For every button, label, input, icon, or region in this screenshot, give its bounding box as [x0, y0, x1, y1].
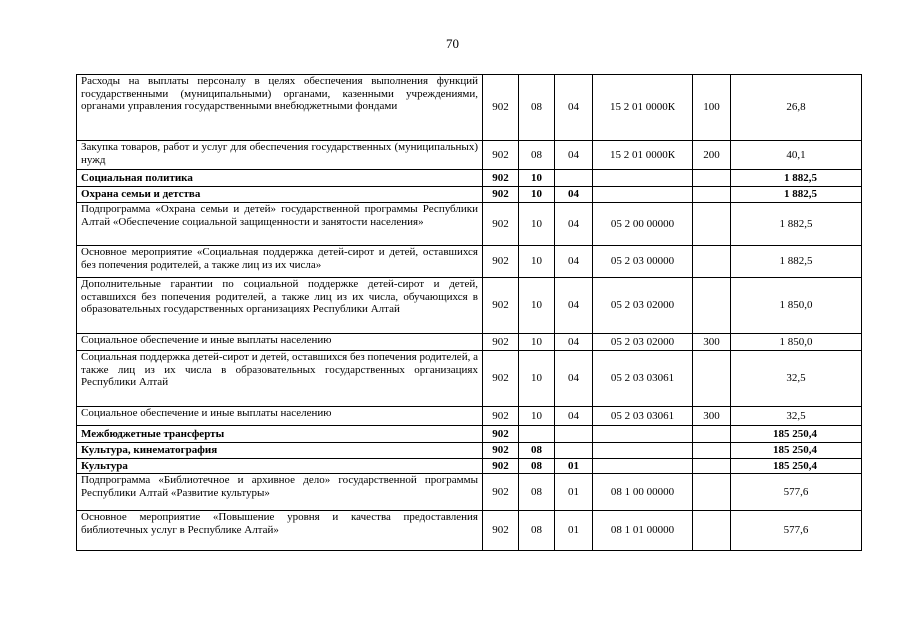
section-code-cell: 08: [519, 511, 555, 551]
expense-type-code-cell: 300: [693, 407, 731, 426]
page-number: 70: [446, 36, 459, 51]
section-code-cell: 10: [519, 334, 555, 351]
subsection-code-cell: 04: [555, 351, 593, 407]
grbs-code-cell: 902: [483, 141, 519, 170]
grbs-code-cell: 902: [483, 474, 519, 511]
row-name-cell: Охрана семьи и детства: [77, 187, 483, 203]
table-row: [77, 459, 862, 474]
amount-cell: 1 882,5: [731, 170, 862, 187]
section-code-cell: 10: [519, 407, 555, 426]
section-code-cell: 10: [519, 246, 555, 278]
amount-cell: 32,5: [731, 351, 862, 407]
target-article-code-cell: [593, 187, 693, 203]
target-article-code-cell: 05 2 03 02000: [593, 278, 693, 334]
target-article-code-cell: 05 2 03 03061: [593, 351, 693, 407]
subsection-code-cell: [555, 443, 593, 459]
grbs-code-cell: 902: [483, 459, 519, 474]
target-article-code-cell: 15 2 01 0000К: [593, 141, 693, 170]
section-code-cell: 08: [519, 474, 555, 511]
target-article-code-cell: 05 2 00 00000: [593, 203, 693, 246]
amount-cell: 1 882,5: [731, 246, 862, 278]
subsection-code-cell: [555, 426, 593, 443]
table-row: [77, 187, 862, 203]
table-row: [77, 351, 862, 407]
subsection-code-cell: 01: [555, 459, 593, 474]
section-code-cell: 08: [519, 443, 555, 459]
expense-type-code-cell: [693, 443, 731, 459]
expense-type-code-cell: [693, 278, 731, 334]
target-article-code-cell: 08 1 00 00000: [593, 474, 693, 511]
table-row: [77, 203, 862, 246]
subsection-code-cell: 04: [555, 187, 593, 203]
row-name-cell: Дополнительные гарантии по социальной поддержке детей-сирот и детей, оставшихся без попечения родителей, а также лиц из их числа, обучающихся в образовательных государственных организациях Республики Алтай: [77, 278, 483, 334]
section-code-cell: 10: [519, 203, 555, 246]
target-article-code-cell: [593, 426, 693, 443]
section-code-cell: 08: [519, 141, 555, 170]
table-row: [77, 246, 862, 278]
row-name-cell: Основное мероприятие «Повышение уровня и качества предоставления библиотечных услуг в Республике Алтай»: [77, 511, 483, 551]
row-name-cell: Социальное обеспечение и иные выплаты населению: [77, 334, 483, 351]
grbs-code-cell: 902: [483, 187, 519, 203]
row-name-cell: Закупка товаров, работ и услуг для обеспечения государственных (муниципальных) нужд: [77, 141, 483, 170]
row-name-cell: Подпрограмма «Библиотечное и архивное дело» государственной программы Республики Алтай «Развитие культуры»: [77, 474, 483, 511]
section-code-cell: 10: [519, 170, 555, 187]
target-article-code-cell: 05 2 03 03061: [593, 407, 693, 426]
section-code-cell: 08: [519, 75, 555, 141]
grbs-code-cell: 902: [483, 426, 519, 443]
grbs-code-cell: 902: [483, 334, 519, 351]
table-row: [77, 443, 862, 459]
amount-cell: 185 250,4: [731, 443, 862, 459]
amount-cell: 26,8: [731, 75, 862, 141]
table-row: [77, 426, 862, 443]
table-row: [77, 334, 862, 351]
amount-cell: 32,5: [731, 407, 862, 426]
table-row: [77, 407, 862, 426]
expense-type-code-cell: [693, 459, 731, 474]
grbs-code-cell: 902: [483, 511, 519, 551]
table-row: [77, 511, 862, 551]
row-name-cell: Межбюджетные трансферты: [77, 426, 483, 443]
row-name-cell: Культура: [77, 459, 483, 474]
expense-type-code-cell: [693, 511, 731, 551]
table-row: [77, 170, 862, 187]
target-article-code-cell: [593, 443, 693, 459]
expense-type-code-cell: 100: [693, 75, 731, 141]
section-code-cell: 10: [519, 278, 555, 334]
grbs-code-cell: 902: [483, 246, 519, 278]
grbs-code-cell: 902: [483, 170, 519, 187]
expense-type-code-cell: 300: [693, 334, 731, 351]
amount-cell: 1 882,5: [731, 203, 862, 246]
amount-cell: 40,1: [731, 141, 862, 170]
row-name-cell: Культура, кинематография: [77, 443, 483, 459]
amount-cell: 577,6: [731, 474, 862, 511]
grbs-code-cell: 902: [483, 203, 519, 246]
row-name-cell: Расходы на выплаты персоналу в целях обеспечения выполнения функций государственными (муниципальными) органами, казенными учреждениями, органами управления государственными внебюджетными фондами: [77, 75, 483, 141]
expense-type-code-cell: [693, 246, 731, 278]
grbs-code-cell: 902: [483, 351, 519, 407]
grbs-code-cell: 902: [483, 443, 519, 459]
subsection-code-cell: 04: [555, 334, 593, 351]
row-name-cell: Социальное обеспечение и иные выплаты населению: [77, 407, 483, 426]
amount-cell: 1 882,5: [731, 187, 862, 203]
section-code-cell: 10: [519, 351, 555, 407]
grbs-code-cell: 902: [483, 278, 519, 334]
row-name-cell: Подпрограмма «Охрана семьи и детей» государственной программы Республики Алтай «Обеспечение социальной защищенности и занятости населения»: [77, 203, 483, 246]
target-article-code-cell: 15 2 01 0000К: [593, 75, 693, 141]
target-article-code-cell: [593, 170, 693, 187]
subsection-code-cell: 04: [555, 203, 593, 246]
table-row: [77, 141, 862, 170]
subsection-code-cell: 04: [555, 278, 593, 334]
target-article-code-cell: 05 2 03 00000: [593, 246, 693, 278]
amount-cell: 1 850,0: [731, 278, 862, 334]
amount-cell: 185 250,4: [731, 426, 862, 443]
section-code-cell: 08: [519, 459, 555, 474]
subsection-code-cell: 04: [555, 407, 593, 426]
subsection-code-cell: 04: [555, 246, 593, 278]
target-article-code-cell: [593, 459, 693, 474]
amount-cell: 1 850,0: [731, 334, 862, 351]
table-row: [77, 75, 862, 141]
grbs-code-cell: 902: [483, 75, 519, 141]
expense-type-code-cell: [693, 351, 731, 407]
target-article-code-cell: 05 2 03 02000: [593, 334, 693, 351]
expense-type-code-cell: [693, 187, 731, 203]
budget-table: [76, 74, 862, 551]
amount-cell: 185 250,4: [731, 459, 862, 474]
amount-cell: 577,6: [731, 511, 862, 551]
expense-type-code-cell: [693, 426, 731, 443]
grbs-code-cell: 902: [483, 407, 519, 426]
section-code-cell: 10: [519, 187, 555, 203]
row-name-cell: Основное мероприятие «Социальная поддержка детей-сирот и детей, оставшихся без попечения родителей, а также лиц из их числа»: [77, 246, 483, 278]
subsection-code-cell: 04: [555, 141, 593, 170]
target-article-code-cell: 08 1 01 00000: [593, 511, 693, 551]
table-row: [77, 278, 862, 334]
subsection-code-cell: 01: [555, 511, 593, 551]
subsection-code-cell: [555, 170, 593, 187]
section-code-cell: [519, 426, 555, 443]
expense-type-code-cell: [693, 203, 731, 246]
subsection-code-cell: 04: [555, 75, 593, 141]
expense-type-code-cell: 200: [693, 141, 731, 170]
row-name-cell: Социальная политика: [77, 170, 483, 187]
budget-table-body: [77, 75, 862, 551]
row-name-cell: Социальная поддержка детей-сирот и детей, оставшихся без попечения родителей, а также лиц из их числа в образовательных государственных организациях Республики Алтай: [77, 351, 483, 407]
expense-type-code-cell: [693, 474, 731, 511]
table-row: [77, 474, 862, 511]
expense-type-code-cell: [693, 170, 731, 187]
subsection-code-cell: 01: [555, 474, 593, 511]
